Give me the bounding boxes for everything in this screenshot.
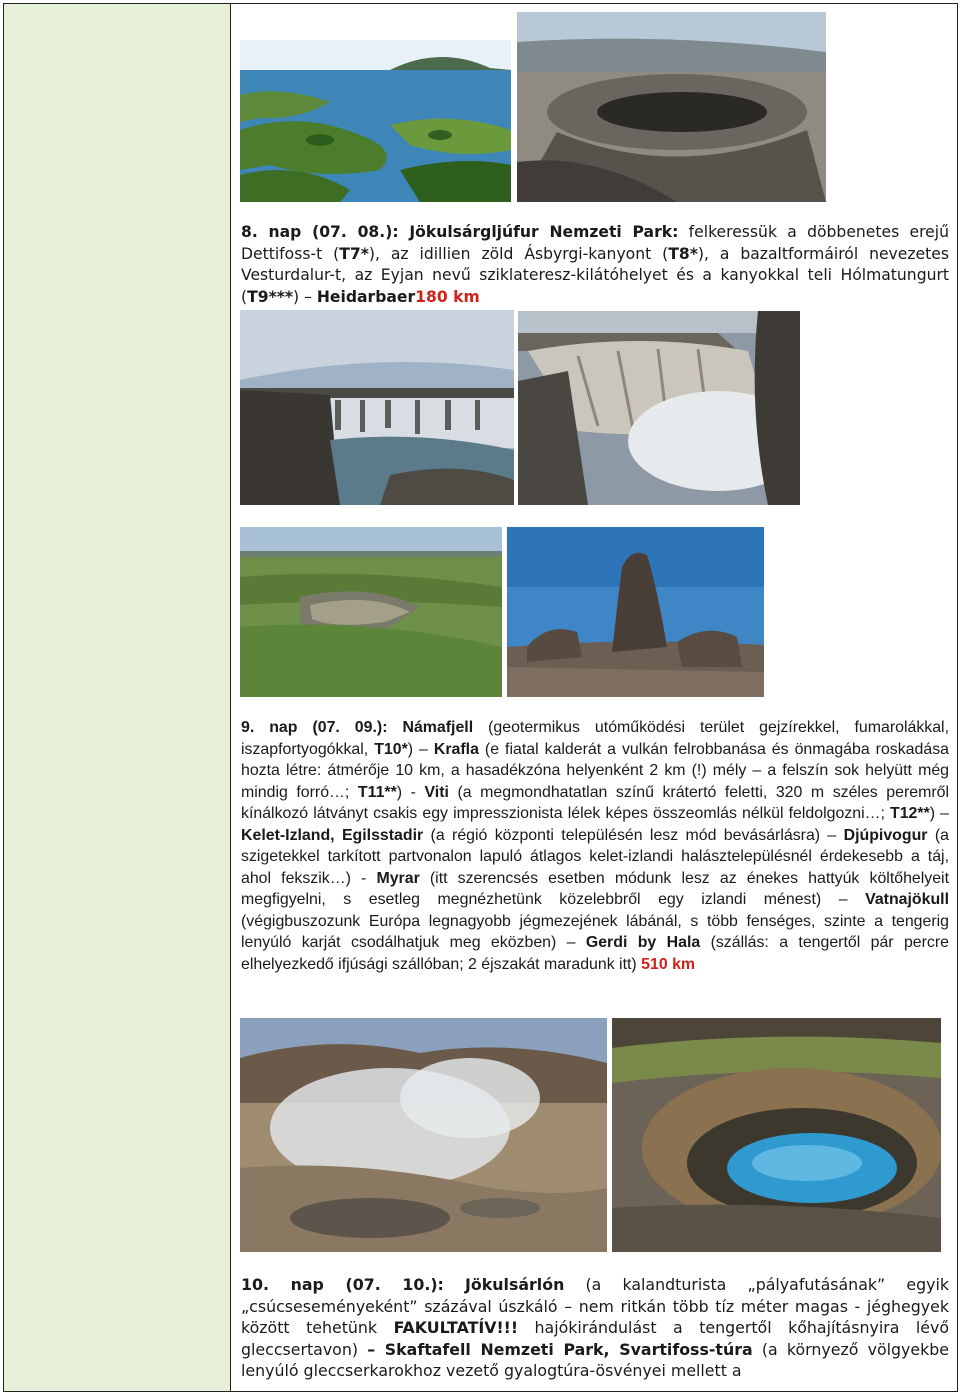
day9-title: 9. nap (07. 09.): <box>241 719 388 736</box>
day8-text: ), az idillien zöld Ásbyrgi-kanyont ( <box>368 244 669 263</box>
day8-text: ), a bazaltformáiról nevezetes Vesturdalur-t, az Eyjan nevű sziklateresz-kilátóhelyet és a kanyokkal teli Hólmatungurt ( <box>241 244 949 306</box>
day10-text: hajókirándulást a tengertől kőhajításnyira lévő gleccsertavon) <box>241 1318 949 1359</box>
place-skaftafell: – Skaftafell Nemzeti Park, Svartifoss-túra <box>367 1339 753 1359</box>
day8-paragraph <box>241 222 949 308</box>
day8-text: felkeressük a döbbenetes erejű Dettifoss-t ( <box>241 223 949 263</box>
photo-waterfall-selfoss <box>240 310 514 505</box>
day8-destination: Heidarbaer <box>316 287 416 306</box>
place-gerdi: Gerdi by Hala <box>585 934 701 951</box>
day10-text: (a kalandturista „pályafutásának” egyik „csúcseseményeként” százával úszkáló – nem ritkán több tíz méter magas - jéghegyek között tehetünk <box>241 1275 950 1337</box>
tour-code: T7* <box>339 244 369 263</box>
place-egilsstadir: Kelet-Izland, Egilsstadir <box>241 826 424 844</box>
place-jokulsarlon: Jökulsárlón <box>465 1275 565 1294</box>
day9-text: (végigbuszozunk Európa legnagyobb jégmezejének lábánál, s több fenséges, szinte a tengerig lenyúló karját csodálhatjuk meg eközben) – <box>241 912 949 951</box>
photo-canyon-asbyrgi <box>240 527 502 697</box>
day9-text: (a szigetekkel tarkított partvonalon lapuló átlagos kelet-izlandi halásztelepülésnél érdekesebb a táj, ahol fekszik…) - <box>241 826 949 887</box>
day9-text: (geotermikus utóműködési terület gejzírekkel, fumarolákkal, iszapfortyogókkal, <box>241 719 949 758</box>
photo-lake-myvatn <box>240 40 511 202</box>
day9-text: (a megmondhatatlan színű krátertó feletti, 320 m széles peremről kínálkozó látványt csakis egy impresszionista lélek képes összeomlás nélkül feldolgozni…; <box>241 783 949 822</box>
day9-paragraph <box>241 717 949 975</box>
day9-text: ) – <box>407 740 434 758</box>
place-viti: Viti <box>424 783 449 801</box>
tour-code: T12** <box>890 805 930 822</box>
day9-text: ) – <box>929 805 950 822</box>
tour-code: T10* <box>374 740 408 758</box>
day8-title: 8. nap (07. 08.): Jökulsárgljúfur Nemzeti Park: <box>241 223 679 241</box>
photo-waterfall-dettifoss <box>518 311 800 505</box>
photo-rock-formation <box>507 527 764 697</box>
place-krafla: Krafla <box>433 740 479 758</box>
left-sidebar-panel <box>4 4 231 1391</box>
day9-text: (e fiatal kalderát a vulkán felrobbanása és önmagába roskadása hozta létre: átmérője 10 km, a hasadékzóna helyenként 2 km (!) mély – a felszín sok helyütt még mindig forró…; <box>241 740 949 801</box>
tour-code: T11** <box>357 783 397 801</box>
place-namafjell: Námafjell <box>402 719 474 736</box>
place-myrar: Myrar <box>376 869 420 887</box>
day10-text: (a környező völgyekbe lenyúló gleccserkarokhoz vezető gyalogtúra-ösvényei mellett a <box>241 1339 949 1380</box>
day9-text: (itt szerencsés esetben módunk lesz az énekes hattyúk költőhelyeit megfigyelni, s esetleg megnézhetünk közelebbről egy izlandi ménest) – <box>241 869 950 908</box>
day9-text: (szállás: a tengertől pár percre elhelyezkedő ifjúsági szállóban; 2 éjszakát maradunk itt) <box>241 934 949 973</box>
place-vatnajokull: Vatnajökull <box>865 891 949 908</box>
day10-paragraph <box>241 1274 949 1382</box>
day8-distance: 180 km <box>415 287 480 306</box>
place-djupivogur: Djúpivogur <box>843 826 928 844</box>
day9-text: (a régió központi településén lesz mód bevásárlásra) – <box>423 826 844 844</box>
optional-label: FAKULTATÍV!!! <box>393 1318 519 1337</box>
photo-crater-lake-viti <box>612 1018 941 1252</box>
tour-code: T8* <box>668 244 698 263</box>
day10-title: 10. nap (07. 10.): <box>241 1275 444 1294</box>
day9-distance: 510 km <box>641 955 696 973</box>
day9-text: ) - <box>396 783 425 801</box>
photo-geothermal-namafjell <box>240 1018 607 1252</box>
photo-crater-hverfjall <box>517 12 826 202</box>
day8-text: ) – <box>293 287 317 306</box>
tour-code: T9*** <box>247 287 294 306</box>
